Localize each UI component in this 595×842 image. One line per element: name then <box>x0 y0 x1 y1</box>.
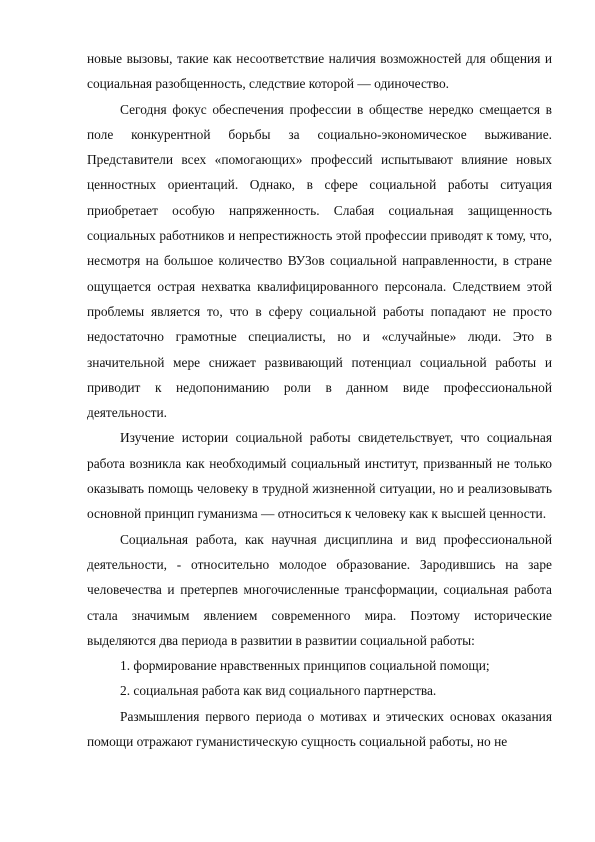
paragraph-first-period: Размышления первого периода о мотивах и этических основах оказания помощи отражают гуманистическую сущность социальной работы, но не <box>87 708 552 750</box>
paragraph-profession-focus: Сегодня фокус обеспечения профессии в обществе нередко смещается в поле конкурентной борьбы за социально-экономическое выживание. Представители всех «помогающих» профессий испытывают влияние новых ценностных ориентаций. Однако, в сфере социальной работы ситуация приобретает особую напряженность. Слабая социальная защищенность социальных работников и непрестижность этой профессии приводят к тому, что, несмотря на большое количество ВУЗов социальной направленности, в стране ощущается острая нехватка квалифицированного персонала. Следствием этой проблемы является то, что в сферу социальной работы попадают не просто недостаточно грамотные специалисты, но и «случайные» люди. Это в значительной мере снижает развивающий потенциал социальной работы и приводит к недопониманию роли в данном виде профессиональной деятельности. <box>87 101 552 421</box>
list-item-period-2: 2. социальная работа как вид социального партнерства. <box>120 683 437 699</box>
list-item-period-1: 1. формирование нравственных принципов социальной помощи; <box>120 658 490 674</box>
paragraph-continuation: новые вызовы, такие как несоответствие наличия возможностей для общения и социальная разобщенность, следствие которой — одиночество. <box>87 51 552 92</box>
document-page <box>87 46 552 754</box>
paragraph-discipline: Социальная работа, как научная дисциплина и вид профессиональной деятельности, - относительно молодое образование. Зародившись на заре человечества и претерпев многочисленные трансформации, социальная работа стала значимым явлением современного мира. Поэтому исторические выделяются два периода в развитии в развитии социальной работы: <box>87 531 552 648</box>
paragraph-history: Изучение истории социальной работы свидетельствует, что социальная работа возникла как необходимый социальный институт, призванный не только оказывать помощь человеку в трудной жизненной ситуации, но и реализовывать основной принцип гуманизма — относиться к человеку как к высшей ценности. <box>87 430 552 522</box>
